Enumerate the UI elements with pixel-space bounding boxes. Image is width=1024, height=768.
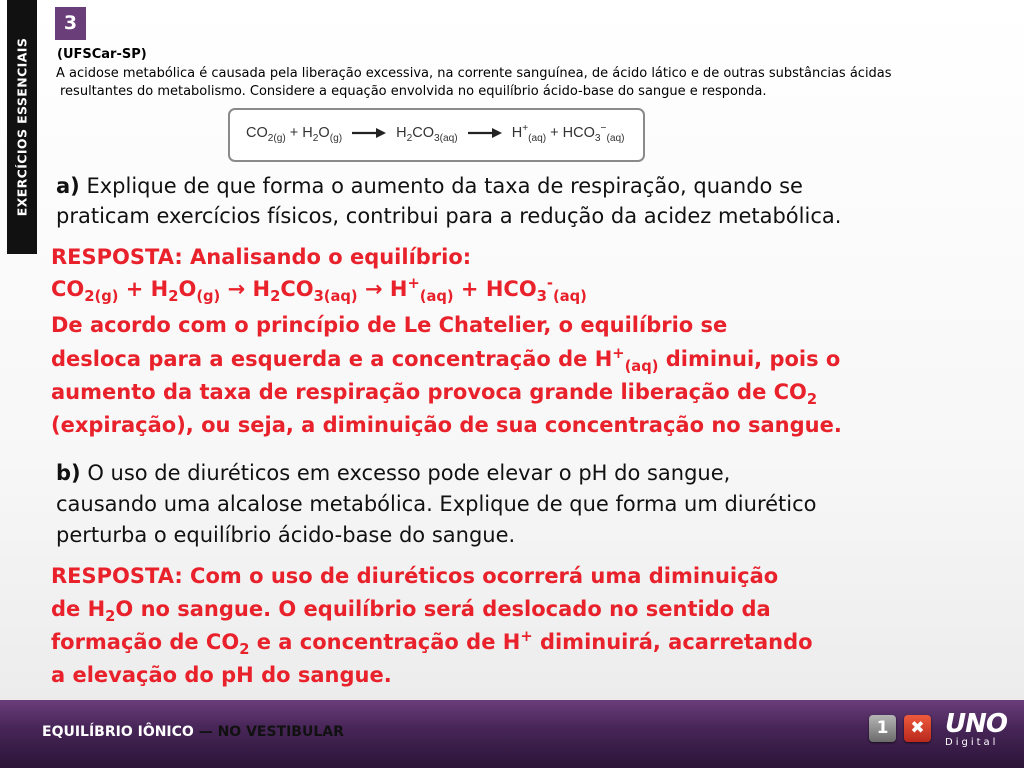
close-button[interactable]: ✖	[904, 715, 931, 742]
answer-b-line3: formação de $CO_2$ e a concentração de H+ diminuirá, acarretando	[51, 628, 813, 659]
uno-digital-logo: UNO Digital	[945, 709, 1007, 748]
question-number-badge: 3	[55, 7, 86, 40]
answer-a-line3: De acordo com o princípio de Le Chatelier, o equilíbrio se	[51, 313, 728, 337]
part-a-line1: a) Explique de que forma o aumento da taxa de respiração, quando se	[56, 174, 803, 198]
part-a-label: a)	[56, 174, 80, 198]
answer-a-line4: desloca para a esquerda e a concentração de $H^+_{(aq)}$ diminui, pois o	[51, 345, 841, 376]
arrow-icon	[352, 127, 386, 139]
arrow-icon	[468, 127, 502, 139]
chemical-equation: $CO_{2(g)} + H_2O_{(g)}$ $H_2CO_{3(aq)}$ $H^+_{(aq)} + HCO_3^-_{(aq)}$	[246, 123, 625, 144]
section-side-tab	[7, 0, 37, 254]
footer-title: EQUILÍBRIO IÔNICO — NO VESTIBULAR	[42, 724, 344, 740]
part-b-line3: perturba o equilíbrio ácido-base do sangue.	[56, 523, 516, 547]
part-a-line2: praticam exercícios físicos, contribui para a redução da acidez metabólica.	[56, 204, 842, 228]
answer-b-line2: de $H_2O$ no sangue. O equilíbrio será deslocado no sentido da	[51, 597, 771, 626]
equation-box	[228, 108, 645, 162]
part-b-line2: causando uma alcalose metabólica. Explique de que forma um diurético	[56, 492, 817, 516]
answer-a-line1: RESPOSTA: Analisando o equilíbrio:	[51, 245, 472, 269]
footer-bar	[0, 700, 1024, 768]
question-source: (UFSCar-SP)	[57, 47, 147, 62]
part-b-label: b)	[56, 461, 81, 485]
answer-b-line1: RESPOSTA: Com o uso de diuréticos ocorrerá uma diminuição	[51, 564, 779, 588]
answer-a-line5: aumento da taxa de respiração provoca grande liberação de $CO_2$	[51, 380, 818, 409]
question-intro-line1: A acidose metabólica é causada pela liberação excessiva, na corrente sanguínea, de ácido lático e de outras substâncias ácidas	[56, 66, 892, 81]
answer-a-line6: (expiração), ou seja, a diminuição de sua concentração no sangue.	[51, 413, 842, 437]
part-b-line1: b) O uso de diuréticos em excesso pode elevar o pH do sangue,	[56, 461, 731, 485]
answer-a-equation: $CO_{2(g)} + H_2O_{(g)} \to H_2CO_{3(aq)} \to H^+_{(aq)} + HCO_3^-_{(aq)}$	[51, 275, 587, 306]
question-intro-line2: resultantes do metabolismo. Considere a equação envolvida no equilíbrio ácido-base do sangue e responda.	[60, 84, 767, 99]
answer-b-line4: a elevação do pH do sangue.	[51, 663, 392, 687]
section-label: EXERCÍCIOS ESSENCIAIS	[14, 37, 30, 217]
info-button[interactable]: 1	[869, 715, 896, 742]
